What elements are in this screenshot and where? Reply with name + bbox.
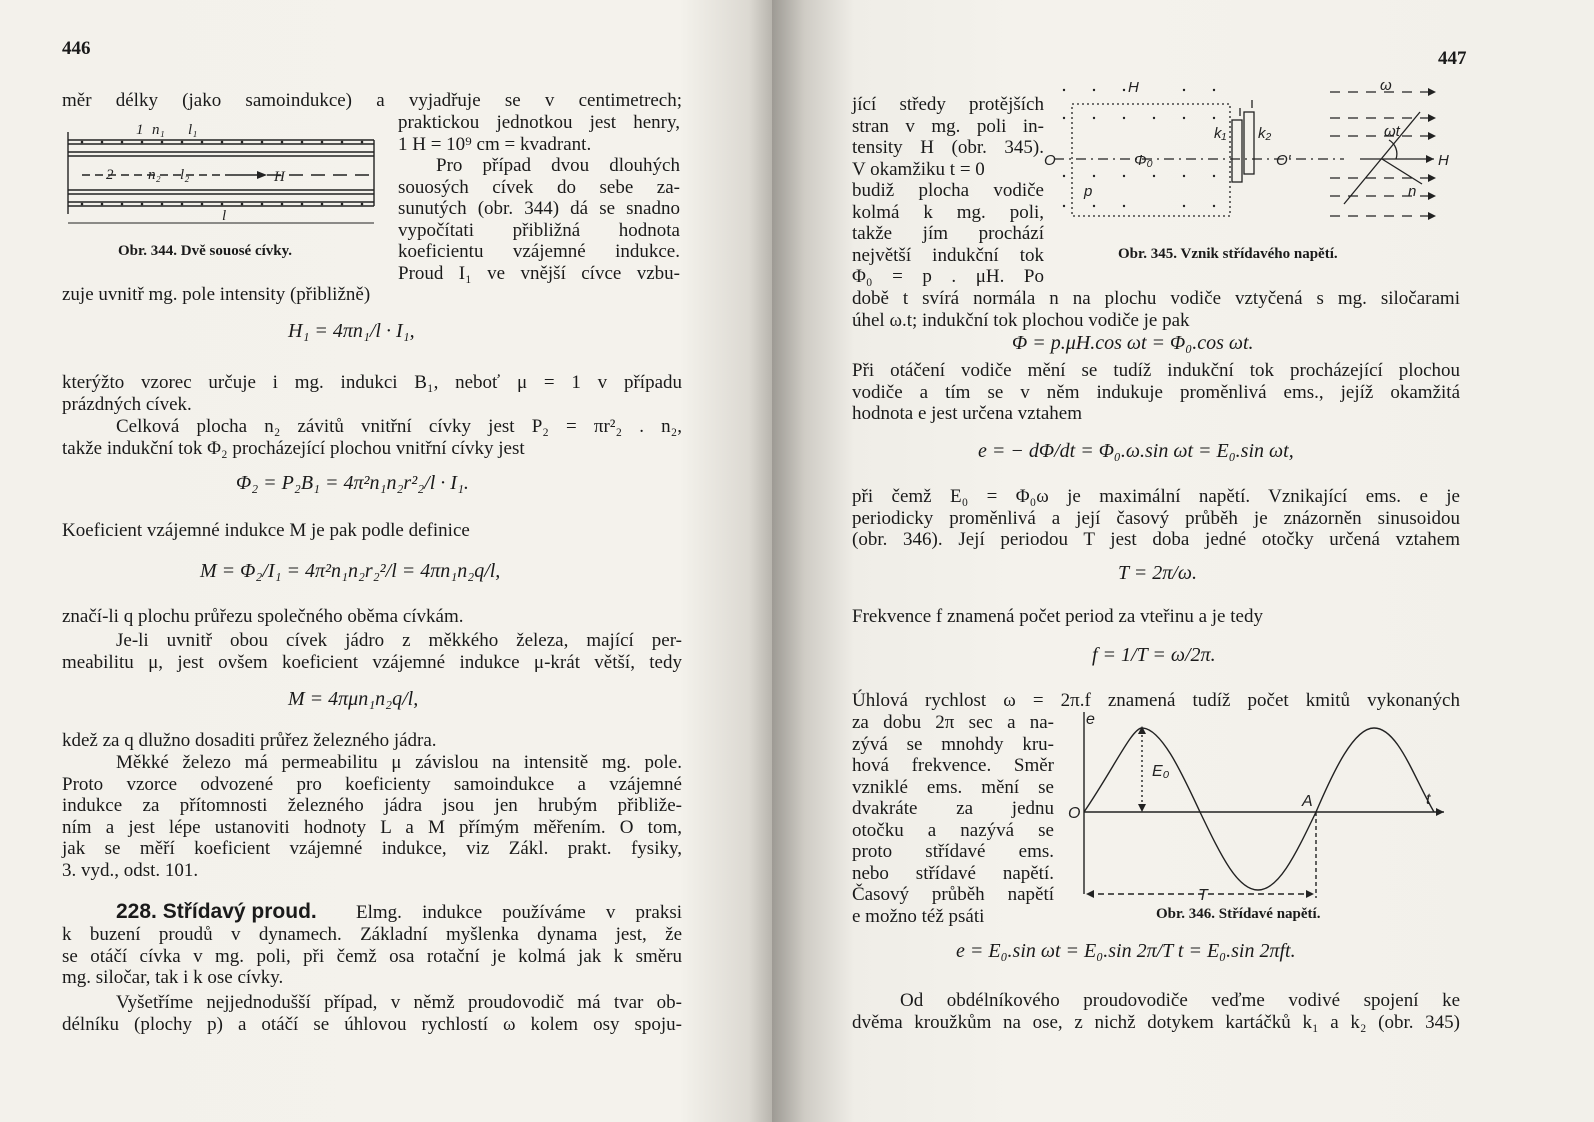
paragraph xyxy=(62,752,682,881)
text-line: meabilitu μ, jest ovšem koeficient vzájemné indukce μ-krát větší, tedy xyxy=(62,651,682,673)
paragraph xyxy=(62,416,682,459)
text-line: při čemž E₀ = Φ₀ω je maximální napětí. Vznikající ems. e je xyxy=(852,486,1460,507)
text-line: k buzení proudů v dynamech. Základní myšlenka dynama jest, že xyxy=(62,924,682,945)
text-line: době t svírá normála n na plochu vodiče vztyčená s mg. siločarami xyxy=(852,288,1460,309)
fig344-label: 2 xyxy=(106,167,114,183)
wrap-text xyxy=(398,112,680,284)
text-line: 1 H = 10⁹ cm = kvadrant. xyxy=(398,133,592,155)
text-line: nebo střídavé napětí. xyxy=(852,862,1054,884)
wrap-text xyxy=(852,94,1044,288)
fig345-label: H xyxy=(1438,152,1449,169)
text-line: otočku a nazývá se xyxy=(852,819,1054,841)
text-line: stran v mg. poli in- xyxy=(852,115,1044,137)
text-line: Časový průběh napětí xyxy=(852,884,1054,905)
text-line: 3. vyd., odst. 101. xyxy=(62,859,199,881)
text-line: prázdných cívek. xyxy=(62,393,192,415)
text-line: vypočítati přibližná hodnota xyxy=(398,219,680,241)
fig345-label: k₁ xyxy=(1214,125,1227,142)
figure-345-alternating-voltage-origin xyxy=(1044,78,1464,238)
paragraph xyxy=(852,990,1460,1033)
fig344-label: l₂ xyxy=(180,167,190,183)
text-line: Vyšetříme nejjednodušší případ, v němž proudovodič má tvar ob- xyxy=(116,992,682,1013)
text-line: tensity H (obr. 345). xyxy=(852,137,1044,158)
text-line: hová frekvence. Směr xyxy=(852,755,1054,776)
text-line: jící středy protějších xyxy=(852,94,1044,115)
fig344-label: n₁ xyxy=(152,122,165,138)
fig346-label: T xyxy=(1198,887,1208,904)
text-line: Frekvence f znamená počet period za vteřinu a je tedy xyxy=(852,606,1263,627)
text-line: největší indukční tok xyxy=(852,244,1044,266)
text-line: se otáčí cívka v mg. poli, při čemž osa rotační je kolmá jak k směru xyxy=(62,945,682,967)
fig345-label: O xyxy=(1044,152,1056,169)
figure-caption: Obr. 344. Dvě souosé cívky. xyxy=(118,243,293,259)
fig344-label: H xyxy=(274,169,285,185)
formula-e2: e = E₀.sin ωt = E₀.sin 2π/T t = E₀.sin 2πft. xyxy=(956,940,1296,962)
text-line: souosých cívek do sebe za- xyxy=(398,176,680,198)
text-line: Koeficient vzájemné indukce M je pak podle definice xyxy=(62,520,470,541)
text-line: Proto vzorce odvozené pro koeficienty samoindukce a vzájemné xyxy=(62,773,682,795)
text-line: Celková plocha n₂ závitů vnitřní cívky jest P₂ = πr²₂ . n₂, xyxy=(116,416,682,437)
text-line: periodicky proměnlivá a její časový průběh je znázorněn sinusoidou xyxy=(852,507,1460,529)
text-line: e možno též psáti xyxy=(852,905,985,927)
paragraph xyxy=(62,372,682,415)
text-line: jak se měří koeficient vzájemné indukce, viz Zákl. prakt. fysiky, xyxy=(62,838,682,859)
formula-phi2: Φ₂ = P₂B₁ = 4π²n₁n₂r²₂/l · I₁. xyxy=(236,472,469,494)
fig345-label: Φ₀ xyxy=(1134,152,1153,169)
text-line: mg. siločar, tak i k ose cívky. xyxy=(62,967,284,988)
paragraph xyxy=(852,288,1460,331)
page-number: 447 xyxy=(1438,48,1467,69)
fig345-label: k₂ xyxy=(1258,125,1272,142)
text-line: V okamžiku t = 0 xyxy=(852,158,985,180)
text-line: kdež za q dlužno dosaditi průřez železného jádra. xyxy=(62,730,437,751)
text-line: Měkké železo má permeabilitu μ závislou na intensitě mg. pole. xyxy=(116,752,682,773)
text-line: délníku (plochy p) a otáčí se úhlovou rychlostí ω kolem osy spoju- xyxy=(62,1013,682,1035)
text-line: koeficientu vzájemné indukce. xyxy=(398,241,680,262)
text-line: značí-li q plochu průřezu společného oběma cívkám. xyxy=(62,606,464,627)
paragraph xyxy=(852,486,1460,551)
text-line: Úhlová rychlost ω = 2π.f znamená tudíž počet kmitů vykonaných xyxy=(852,690,1460,711)
fig344-label: n₂ xyxy=(148,167,161,183)
wrap-text xyxy=(852,712,1054,927)
fig344-label: l₁ xyxy=(188,122,198,138)
text-line: Je-li uvnitř obou cívek jádro z měkkého železa, mající per- xyxy=(116,630,682,651)
text-line: (obr. 346). Její periodou T jest doba jedné otočky určená vztahem xyxy=(852,529,1460,550)
formula-h1: H₁ = 4πn₁/l · I₁, xyxy=(288,320,415,342)
text-line: hodnota e jest určena vztahem xyxy=(852,403,1083,424)
formula-phi: Φ = p.μH.cos ωt = Φ₀.cos ωt. xyxy=(1012,332,1254,354)
text-line: zývá se mnohdy kru- xyxy=(852,733,1054,755)
fig346-label: e xyxy=(1086,711,1095,728)
text-line: takže indukční tok Φ₂ procházející plochou vnitřní cívky jest xyxy=(62,437,525,459)
text-line: Pro případ dvou dlouhých xyxy=(436,155,680,176)
paragraph xyxy=(62,992,682,1035)
text-line: kterýžto vzorec určuje i mg. indukci B₁, neboť μ = 1 v případu xyxy=(62,372,682,393)
paragraph xyxy=(852,360,1460,425)
text-line: praktickou jednotkou jest henry, xyxy=(398,112,680,133)
formula-m-mu: M = 4πμn₁n₂q/l, xyxy=(288,688,419,710)
text-line: za dobu 2π sec a na- xyxy=(852,712,1054,733)
fig345-label: n xyxy=(1408,183,1417,200)
formula-e: e = − dΦ/dt = Φ₀.ω.sin ωt = E₀.sin ωt, xyxy=(978,440,1294,462)
text-line: dvakráte za jednu xyxy=(852,798,1054,819)
figure-caption: Obr. 346. Střídavé napětí. xyxy=(1156,906,1321,922)
text-line: Φ₀ = p . μH. Po xyxy=(852,266,1044,287)
fig345-label: H xyxy=(1128,79,1139,96)
text-line: proto střídavé ems. xyxy=(852,841,1054,862)
formula-t: T = 2π/ω. xyxy=(1118,562,1197,584)
formula-m: M = Φ₂/I₁ = 4π²n₁n₂r₂²/l = 4πn₁n₂q/l, xyxy=(200,560,501,582)
text-line: budiž plocha vodiče xyxy=(852,180,1044,201)
fig345-label: O' xyxy=(1276,152,1291,169)
fig344-label: l xyxy=(222,208,227,224)
figure-346-sinusoid xyxy=(1054,708,1454,908)
paragraph xyxy=(62,924,682,989)
fig346-label: O xyxy=(1068,805,1081,822)
text-line: dvěma kroužkům na ose, z nichž dotykem kartáčků k₁ a k₂ (obr. 345) xyxy=(852,1011,1460,1033)
text-line: měr délky (jako samoindukce) a vyjadřuje se v centimetrech; xyxy=(62,90,682,111)
text-line: takže jím prochází xyxy=(852,223,1044,244)
text-line: ním a jest lépe ustanoviti hodnoty L a M přímým měřením. O tom, xyxy=(62,816,682,838)
text-line: Proud I₁ ve vnější cívce vzbu- xyxy=(398,262,680,284)
text-line: vzniklé ems. mění se xyxy=(852,776,1054,798)
fig345-label: p xyxy=(1084,183,1093,200)
fig344-label: 1 xyxy=(136,122,144,138)
figure-caption: Obr. 345. Vznik střídavého napětí. xyxy=(1118,246,1338,262)
text-line: vodiče a tím se v něm indukuje proměnlivá ems., jejíž okamžitá xyxy=(852,381,1460,403)
right-page xyxy=(772,0,1594,1122)
left-page xyxy=(0,0,772,1122)
section-heading: 228. Střídavý proud. xyxy=(116,900,317,923)
text-line: Při otáčení vodiče mění se tudíž indukční tok procházející plochou xyxy=(852,360,1460,381)
fig345-label: ω xyxy=(1380,77,1392,94)
figure-344-coaxial-coils xyxy=(62,118,382,238)
fig346-label: A xyxy=(1302,793,1313,810)
fig346-label: E₀ xyxy=(1152,763,1170,780)
fig345-label: ωt xyxy=(1384,123,1400,140)
text-line: Od obdélníkového proudovodiče veďme vodivé spojení ke xyxy=(900,990,1460,1011)
text-line: sunutých (obr. 344) dá se snadno xyxy=(398,198,680,219)
paragraph xyxy=(62,630,682,673)
page-number: 446 xyxy=(62,38,91,59)
text-line: kolmá k mg. poli, xyxy=(852,201,1044,223)
text-line: Elmg. indukce používáme v praksi xyxy=(356,902,682,923)
text-line: úhel ω.t; indukční tok plochou vodiče je pak xyxy=(852,309,1190,331)
text-line: zuje uvnitř mg. pole intensity (přibližně) xyxy=(62,284,371,305)
fig346-label: t xyxy=(1426,791,1431,808)
formula-f: f = 1/T = ω/2π. xyxy=(1092,644,1216,666)
text-line: indukce za přítomnosti železného jádra jsou jen hrubým přibliže- xyxy=(62,795,682,816)
